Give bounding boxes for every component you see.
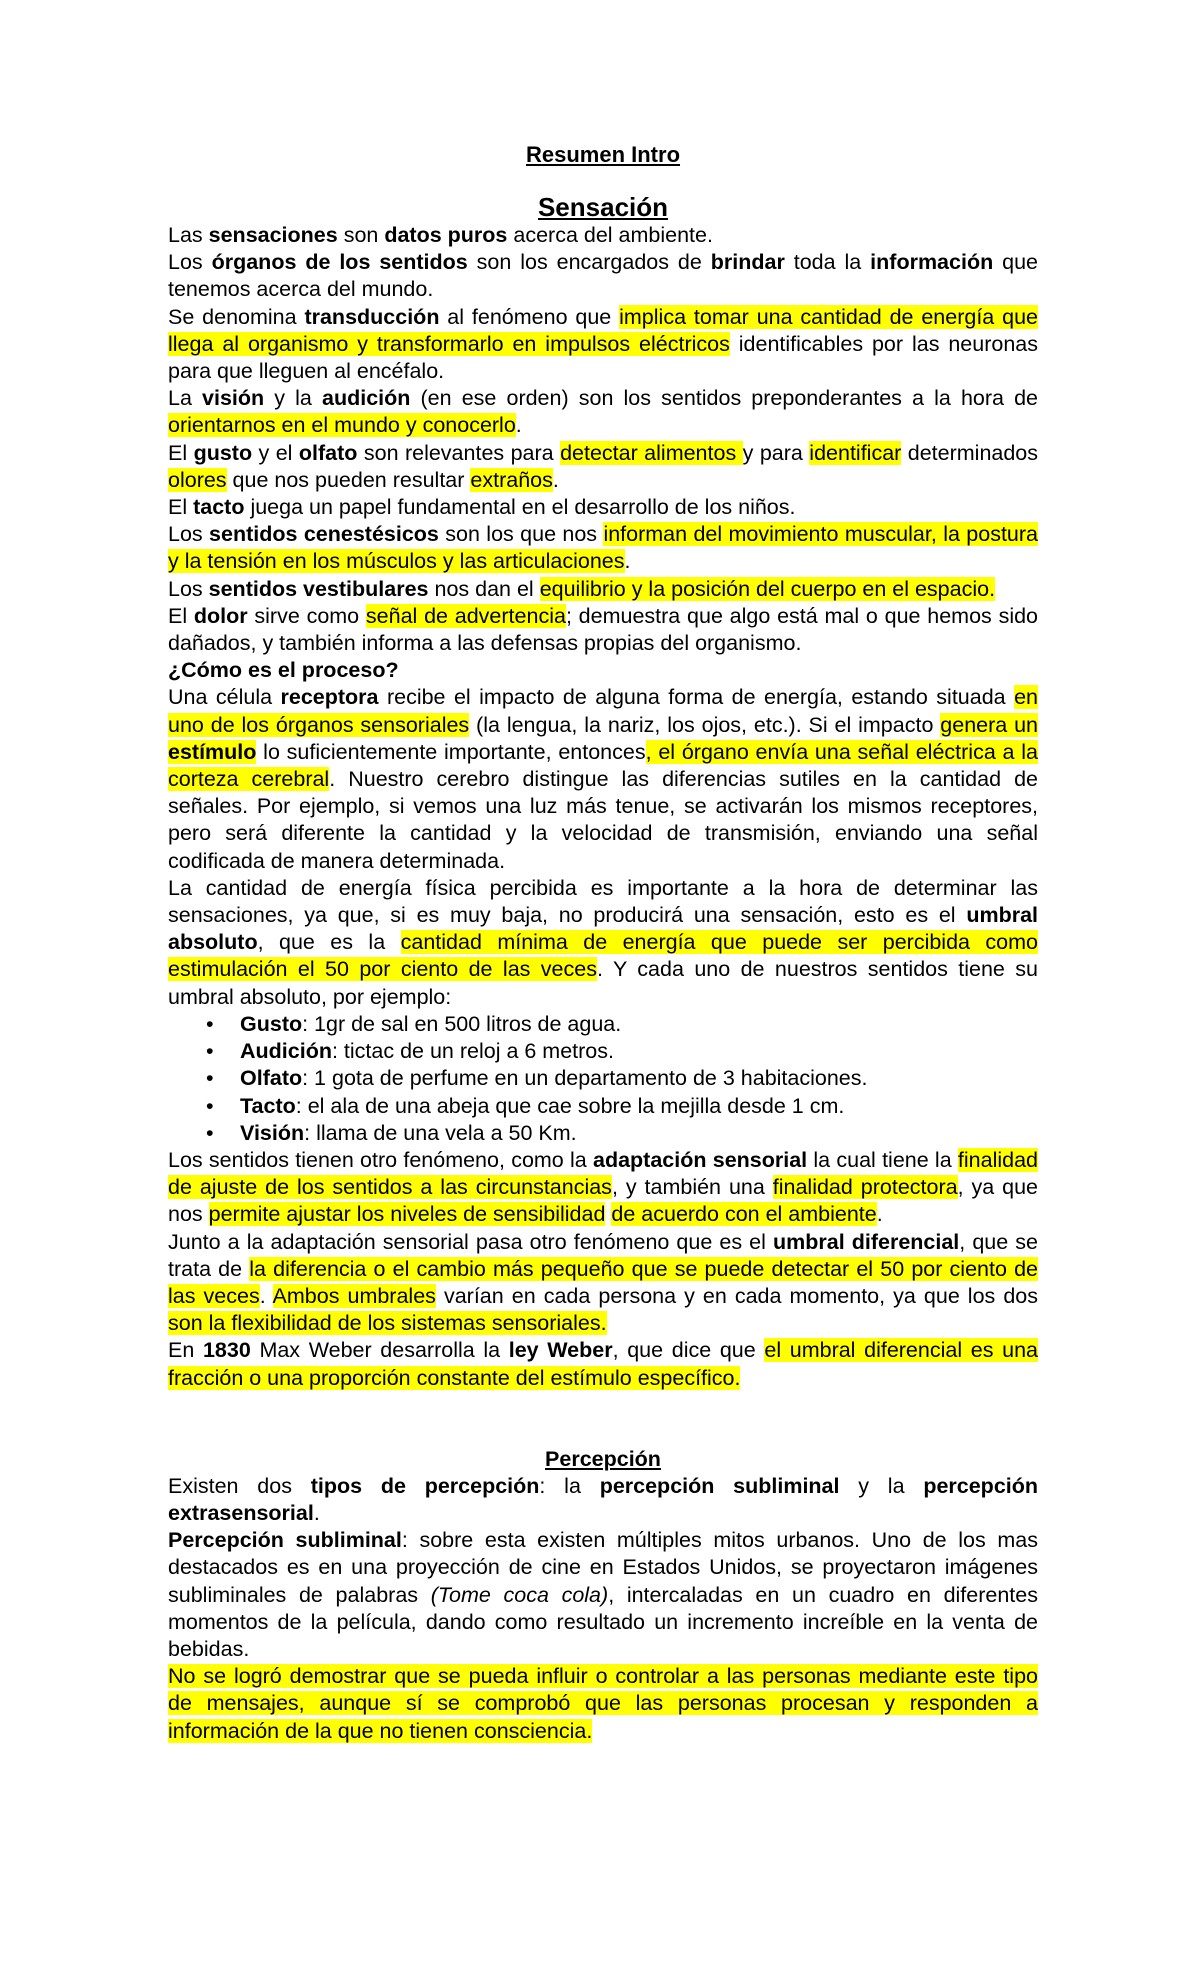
bold-text: percepción extrasensorial bbox=[168, 1473, 1039, 1525]
paragraph bbox=[168, 440, 1038, 494]
section-sensacion-body-continued bbox=[168, 1147, 1038, 1392]
text-run: . bbox=[515, 413, 522, 438]
highlighted-text: la diferencia o el cambio más pequeño que se puede detectar el 50 por ciento de las veces bbox=[168, 1256, 1038, 1308]
paragraph bbox=[168, 521, 1038, 575]
text-run: que nos pueden resultar bbox=[226, 467, 471, 492]
text-run: lo suficientemente importante, entonces bbox=[256, 739, 646, 764]
threshold-examples-list bbox=[168, 1011, 1038, 1147]
bullet-icon: • bbox=[206, 1120, 214, 1145]
text-run: son bbox=[337, 223, 385, 247]
text-run: son los encargados de bbox=[467, 250, 711, 275]
section-spacer bbox=[168, 1392, 1038, 1446]
bold-text: ¿Cómo es el proceso? bbox=[168, 658, 399, 683]
text-run: : la bbox=[539, 1473, 600, 1498]
bullet-icon: • bbox=[206, 1039, 214, 1064]
text-run: y para bbox=[742, 440, 810, 465]
paragraph bbox=[168, 249, 1038, 303]
paragraph bbox=[168, 1229, 1038, 1338]
text-run: El bbox=[168, 603, 194, 628]
bold-text: gusto bbox=[193, 440, 253, 465]
highlighted-text: genera un bbox=[940, 712, 1039, 737]
text-run: son los que nos bbox=[438, 522, 604, 547]
list-item-text: : el ala de una abeja que cae sobre la mejilla desde 1 cm. bbox=[295, 1093, 845, 1118]
list-item bbox=[168, 1065, 1038, 1092]
list-item bbox=[168, 1120, 1038, 1147]
highlighted-text: Ambos umbrales bbox=[272, 1283, 436, 1308]
text-run: al fenómeno que bbox=[439, 304, 620, 329]
paragraph bbox=[168, 222, 1038, 249]
paragraph bbox=[168, 603, 1038, 657]
italic-text: (Tome coca cola) bbox=[430, 1582, 609, 1607]
paragraph bbox=[168, 1337, 1038, 1391]
paragraph bbox=[168, 875, 1038, 1011]
bold-text: sensaciones bbox=[208, 223, 338, 247]
text-run: Una célula bbox=[168, 685, 281, 710]
text-run: , intercaladas en un cuadro en diferentes momentos de la película, dando como resultado un incremento increíble en la venta de bebidas. bbox=[168, 1582, 1038, 1661]
highlighted-text: son la flexibilidad de los sistemas sensoriales. bbox=[168, 1311, 607, 1336]
paragraph bbox=[168, 1147, 1038, 1229]
text-run: , y también una bbox=[611, 1175, 773, 1200]
list-item bbox=[168, 1038, 1038, 1065]
text-run: Se denomina bbox=[168, 304, 305, 329]
bold-text: Percepción subliminal bbox=[168, 1528, 402, 1553]
bold-text: dolor bbox=[193, 603, 248, 628]
bold-text: datos puros bbox=[384, 223, 508, 247]
text-run: La bbox=[168, 386, 203, 411]
section-percepcion-body bbox=[168, 1473, 1038, 1745]
bold-text: órganos de los sentidos bbox=[211, 250, 468, 275]
text-run: y la bbox=[264, 386, 322, 411]
bold-text: sentidos vestibulares bbox=[208, 576, 429, 601]
document-title: Resumen Intro bbox=[525, 142, 681, 167]
text-run: que tenemos acerca del mundo. bbox=[168, 250, 1039, 302]
text-run: , que dice que bbox=[612, 1338, 765, 1363]
text-run: varían en cada persona y en cada momento, ya que los dos bbox=[435, 1283, 1038, 1308]
paragraph bbox=[168, 494, 1038, 521]
highlighted-text: No se logró demostrar que se pueda influir o controlar a las personas mediante este tipo de mensajes, aunque sí se comprobó que las personas procesan y responden a información de la que no tienen consciencia. bbox=[168, 1664, 1038, 1743]
highlighted-text: de acuerdo con el ambiente bbox=[611, 1202, 877, 1227]
bullet-icon: • bbox=[206, 1066, 214, 1091]
highlighted-text: extraños bbox=[470, 467, 553, 492]
highlighted-text: finalidad de ajuste de los sentidos a las circunstancias bbox=[168, 1147, 1038, 1200]
list-item-term: Visión bbox=[240, 1120, 305, 1145]
section-title-sensacion: Sensación bbox=[537, 192, 669, 222]
text-run: En bbox=[168, 1338, 203, 1363]
list-item-term: Audición bbox=[240, 1039, 332, 1064]
bold-text: umbral diferencial bbox=[772, 1229, 960, 1254]
paragraph bbox=[168, 1473, 1038, 1527]
highlighted-text: informan del movimiento muscular, la postura y la tensión en los músculos y las articulaciones bbox=[168, 522, 1039, 574]
text-run: Las bbox=[168, 223, 209, 247]
paragraph bbox=[168, 576, 1038, 603]
highlighted-text: el umbral diferencial es una fracción o una proporción constante del estímulo específico. bbox=[168, 1338, 1038, 1390]
text-run: . bbox=[552, 467, 559, 492]
paragraph bbox=[168, 684, 1038, 874]
bold-text: audición bbox=[322, 386, 411, 411]
text-run: . bbox=[876, 1202, 883, 1227]
text-run: sirve como bbox=[247, 603, 366, 628]
text-run: Max Weber desarrolla la bbox=[250, 1338, 509, 1363]
text-run: , que se trata de bbox=[168, 1229, 1039, 1281]
text-run: . bbox=[259, 1283, 273, 1308]
text-run: ; demuestra que algo está mal o que hemos sido dañados, y también informa a las defensas propias del organismo. bbox=[168, 603, 1039, 656]
bullet-icon: • bbox=[206, 1011, 214, 1036]
text-run: Existen dos bbox=[168, 1473, 311, 1498]
highlighted-text: , el órgano envía una señal eléctrica a la corteza cerebral bbox=[168, 739, 1038, 792]
highlighted-text: implica tomar una cantidad de energía que llega al organismo y transformarlo en impulsos eléctricos bbox=[168, 304, 1038, 356]
list-item-text: : 1gr de sal en 500 litros de agua. bbox=[302, 1011, 622, 1036]
text-run: nos dan el bbox=[428, 576, 540, 601]
bold-text: receptora bbox=[280, 685, 379, 710]
text-run: El bbox=[168, 440, 194, 465]
document-page bbox=[168, 140, 1038, 1745]
paragraph bbox=[168, 1527, 1038, 1663]
text-run: Los sentidos tienen otro fenómeno, como la bbox=[168, 1147, 593, 1172]
list-item-text: : llama de una vela a 50 Km. bbox=[304, 1120, 577, 1145]
text-run: . Nuestro cerebro distingue las diferencias sutiles en la cantidad de señales. Por ejemplo, si vemos una luz más tenue, se activarán los mismos receptores, pero será diferente la cantidad y la velocidad de transmisión, enviando una señal codificada de manera determinada. bbox=[168, 767, 1038, 873]
text-run: , que es la bbox=[257, 930, 401, 955]
text-run: . bbox=[624, 549, 631, 574]
bold-text: tacto bbox=[193, 495, 245, 520]
highlighted-text: estímulo bbox=[168, 739, 257, 764]
section-title-percepcion: Percepción bbox=[545, 1446, 661, 1471]
paragraph bbox=[168, 657, 1038, 684]
bold-text: transducción bbox=[304, 304, 440, 329]
section-sensacion-body bbox=[168, 222, 1038, 1011]
text-run: Los bbox=[168, 250, 212, 275]
text-run: . Y cada uno de nuestros sentidos tiene su umbral absoluto, por ejemplo: bbox=[168, 957, 1038, 1009]
paragraph bbox=[168, 385, 1038, 439]
text-run: . bbox=[313, 1500, 320, 1525]
text-run: (la lengua, la nariz, los ojos, etc.). Si el impacto bbox=[469, 712, 941, 737]
list-item-term: Tacto bbox=[240, 1093, 296, 1118]
bold-text: umbral absoluto bbox=[168, 903, 1038, 955]
bold-text: información bbox=[870, 250, 994, 275]
text-run: acerca del ambiente. bbox=[507, 223, 713, 247]
highlighted-text: en uno de los órganos sensoriales bbox=[168, 685, 1038, 737]
highlighted-text: identificar bbox=[809, 440, 902, 465]
text-run: Los bbox=[168, 522, 210, 547]
bold-text: visión bbox=[202, 386, 265, 411]
highlighted-text: detectar alimentos bbox=[560, 440, 743, 465]
text-run: juega un papel fundamental en el desarrollo de los niños. bbox=[244, 495, 796, 520]
text-run: , ya que nos bbox=[168, 1175, 1038, 1227]
bold-text: adaptación sensorial bbox=[593, 1147, 808, 1172]
text-run: y la bbox=[839, 1473, 924, 1498]
bullet-icon: • bbox=[206, 1093, 214, 1118]
list-item-term: Olfato bbox=[240, 1066, 303, 1091]
bold-text: percepción subliminal bbox=[599, 1473, 840, 1498]
bold-text: ley Weber bbox=[508, 1338, 613, 1363]
text-run: : sobre esta existen múltiples mitos urbanos. Uno de los mas destacados es en una proyección de cine en Estados Unidos, se proyectaron imágenes subliminales de palabras bbox=[168, 1528, 1038, 1607]
text-run: El bbox=[168, 495, 194, 520]
text-run: (en ese orden) son los sentidos preponderantes a la hora de bbox=[410, 386, 1039, 411]
paragraph bbox=[168, 1663, 1038, 1745]
highlighted-text: orientarnos en el mundo y conocerlo bbox=[168, 413, 516, 438]
bold-text: brindar bbox=[710, 250, 785, 275]
list-item-term: Gusto bbox=[240, 1011, 303, 1036]
text-run: son relevantes para bbox=[357, 440, 561, 465]
highlighted-text: olores bbox=[168, 467, 227, 492]
text-run: recibe el impacto de alguna forma de energía, estando situada bbox=[378, 685, 1015, 710]
text-run: La cantidad de energía física percibida es importante a la hora de determinar las sensaciones, ya que, si es muy baja, no producirá una sensación, esto es el bbox=[168, 875, 1038, 928]
list-item-text: : tictac de un reloj a 6 metros. bbox=[331, 1039, 614, 1064]
bold-text: olfato bbox=[298, 440, 358, 465]
highlighted-text: permite ajustar los niveles de sensibilidad bbox=[208, 1202, 606, 1227]
list-item-text: : 1 gota de perfume en un departamento de 3 habitaciones. bbox=[302, 1066, 868, 1091]
text-run: la cual tiene la bbox=[807, 1147, 958, 1172]
text-run: y el bbox=[252, 440, 299, 465]
highlighted-text: señal de advertencia bbox=[365, 603, 566, 628]
bold-text: tipos de percepción bbox=[310, 1473, 540, 1498]
highlighted-text: equilibrio y la posición del cuerpo en el espacio. bbox=[539, 576, 996, 601]
bold-text: 1830 bbox=[202, 1338, 251, 1363]
text-run: determinados bbox=[901, 440, 1039, 465]
text-run: toda la bbox=[784, 250, 871, 275]
text-run: Los bbox=[168, 576, 209, 601]
list-item bbox=[168, 1093, 1038, 1120]
text-run: identificables por las neuronas para que lleguen al encéfalo. bbox=[168, 331, 1038, 384]
list-item bbox=[168, 1011, 1038, 1038]
highlighted-text: cantidad mínima de energía que puede ser percibida como estimulación el 50 por ciento de las veces bbox=[168, 930, 1038, 982]
text-run: Junto a la adaptación sensorial pasa otro fenómeno que es el bbox=[168, 1229, 773, 1254]
bold-text: sentidos cenestésicos bbox=[209, 522, 439, 547]
paragraph bbox=[168, 304, 1038, 386]
highlighted-text: finalidad protectora bbox=[772, 1175, 958, 1200]
